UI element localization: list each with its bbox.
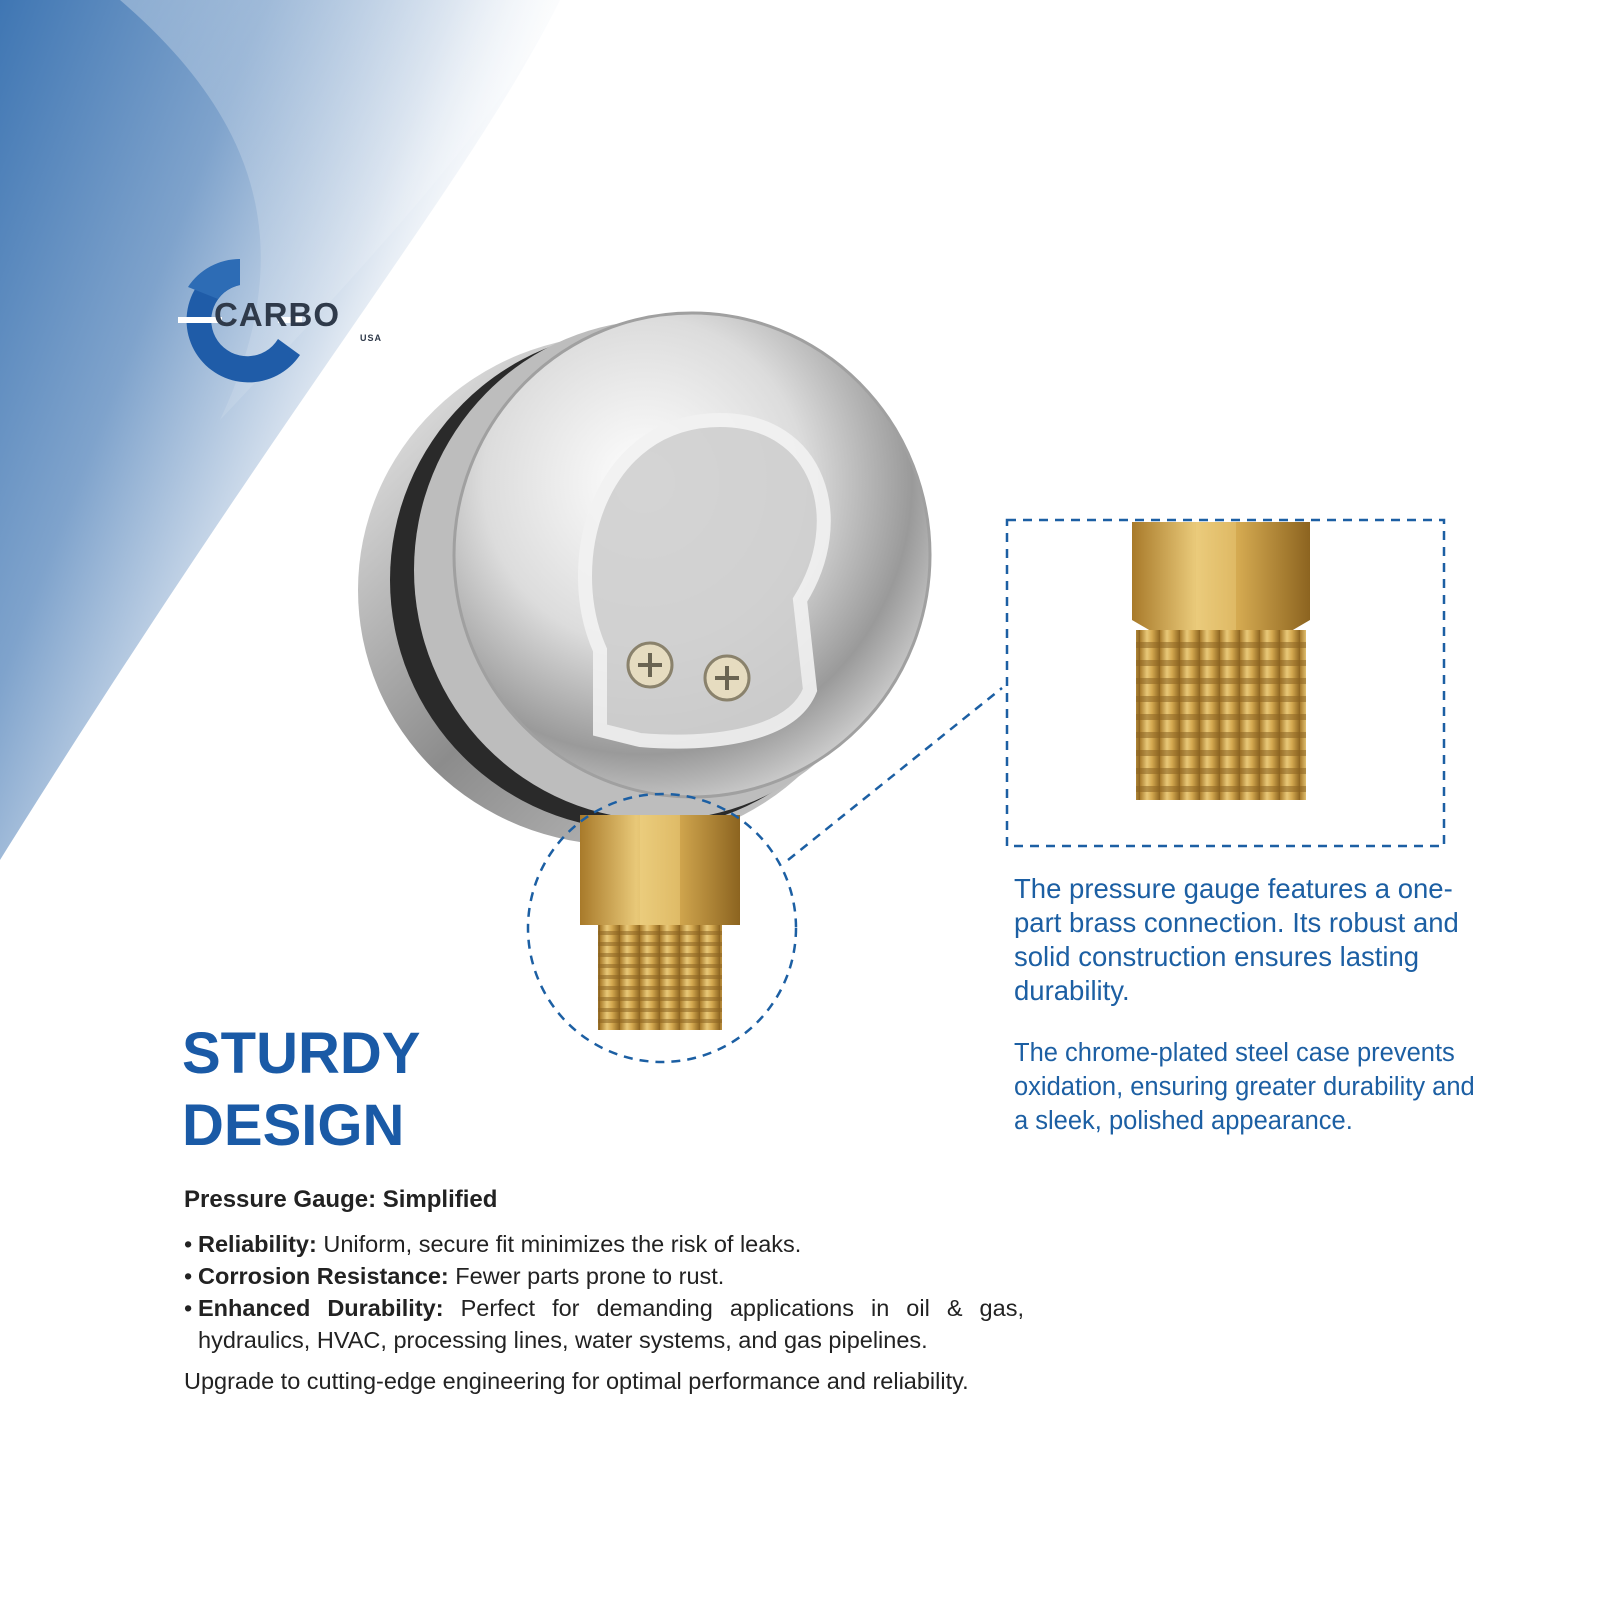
headline	[182, 1018, 582, 1162]
bullet-label: Enhanced Durability:	[198, 1295, 444, 1321]
list-item	[184, 1228, 1024, 1260]
list-item	[184, 1260, 1024, 1292]
pressure-gauge-back-icon	[358, 313, 930, 845]
bullet-text: Fewer parts prone to rust.	[448, 1263, 725, 1289]
callout-connection: The pressure gauge features a one-part brass connection. Its robust and solid construction ensures lasting durability.	[1014, 873, 1459, 1006]
headline-line-1: STURDY	[182, 1021, 421, 1086]
feature-list	[184, 1228, 1024, 1356]
logo-subtitle: USA	[360, 333, 383, 343]
bullet-label: Reliability:	[198, 1231, 317, 1257]
brass-fitting-icon	[580, 815, 740, 1030]
closing-text: Upgrade to cutting-edge engineering for optimal performance and reliability.	[184, 1368, 969, 1394]
bullet-text: Uniform, secure fit minimizes the risk of leaks.	[316, 1231, 802, 1257]
headline-line-2: DESIGN	[182, 1093, 405, 1158]
details-heading: Pressure Gauge: Simplified	[184, 1186, 498, 1213]
bullet-text: Perfect for demanding applications in oil & gas, hydraulics, HVAC, processing lines, water systems, and gas pipelines.	[198, 1295, 1024, 1353]
list-item	[184, 1292, 1024, 1356]
callout-case: The chrome-plated steel case prevents oxidation, ensuring greater durability and a sleek, polished appearance.	[1014, 1039, 1475, 1135]
bullet-label: Corrosion Resistance:	[198, 1263, 449, 1289]
brass-fitting-closeup-icon	[1132, 522, 1310, 800]
logo-wordmark: CARBO	[214, 296, 340, 333]
